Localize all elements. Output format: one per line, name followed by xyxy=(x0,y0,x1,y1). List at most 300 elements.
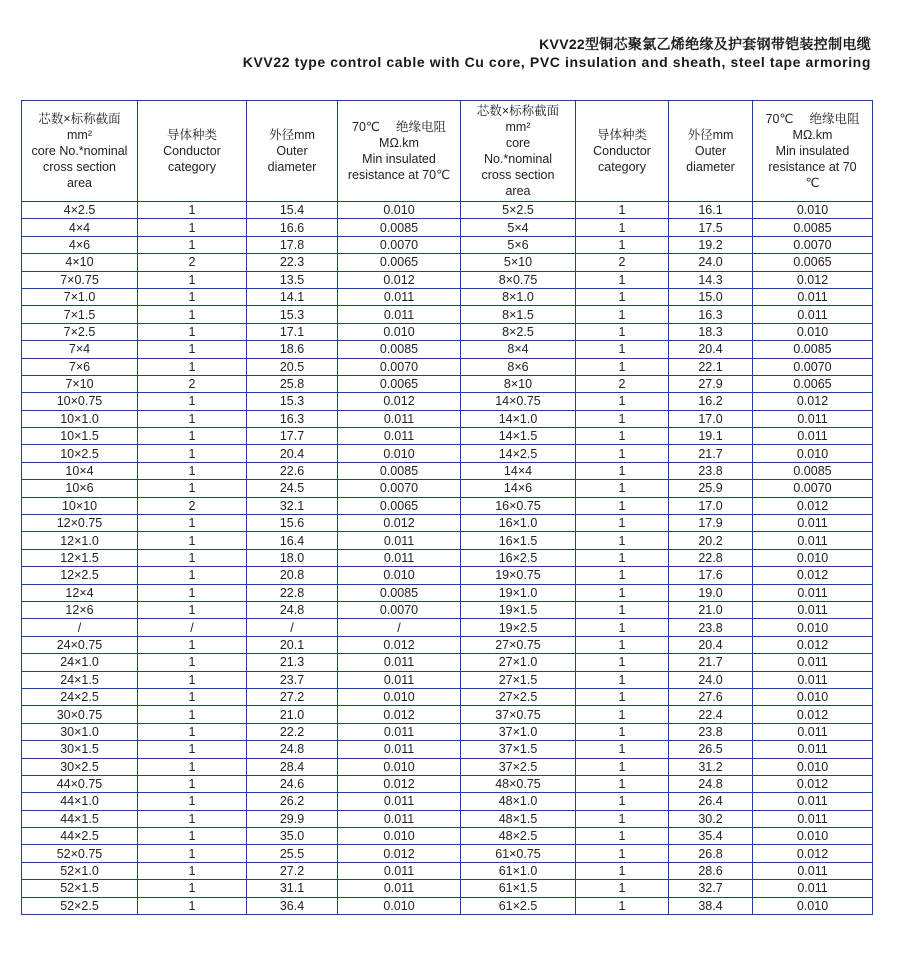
cell-conductor-category-2: 1 xyxy=(576,845,669,862)
cell-core-size: 44×0.75 xyxy=(22,775,138,792)
table-row xyxy=(22,358,873,375)
cell-conductor-category-2: 1 xyxy=(576,480,669,497)
cell-outer-diameter-2: 24.8 xyxy=(669,775,753,792)
cell-core-size: 7×1.5 xyxy=(22,306,138,323)
cell-core-size: 30×1.0 xyxy=(22,723,138,740)
cell-outer-diameter-2: 21.7 xyxy=(669,654,753,671)
cell-core-size-2: 14×1.5 xyxy=(461,428,576,445)
cell-core-size-2: 48×1.0 xyxy=(461,793,576,810)
cell-insulation-resistance: 0.0070 xyxy=(338,358,461,375)
cell-core-size: 7×0.75 xyxy=(22,271,138,288)
cell-outer-diameter: 21.3 xyxy=(247,654,338,671)
table-row xyxy=(22,619,873,636)
cell-outer-diameter-2: 22.8 xyxy=(669,549,753,566)
cell-conductor-category-2: 1 xyxy=(576,654,669,671)
cell-core-size-2: 8×1.5 xyxy=(461,306,576,323)
cell-insulation-resistance: 0.0070 xyxy=(338,236,461,253)
cell-conductor-category: 1 xyxy=(138,723,247,740)
cell-conductor-category-2: 1 xyxy=(576,828,669,845)
header-line: Outer xyxy=(694,144,727,158)
cell-core-size: 4×6 xyxy=(22,236,138,253)
cell-conductor-category: 1 xyxy=(138,567,247,584)
cell-outer-diameter-2: 17.9 xyxy=(669,515,753,532)
cell-insulation-resistance: 0.010 xyxy=(338,897,461,914)
cell-core-size: 12×0.75 xyxy=(22,515,138,532)
cell-conductor-category: 1 xyxy=(138,810,247,827)
cell-conductor-category: 1 xyxy=(138,323,247,340)
header-line: core No.*nominal xyxy=(31,144,128,158)
cell-insulation-resistance: 0.011 xyxy=(338,793,461,810)
cell-outer-diameter-2: 22.1 xyxy=(669,358,753,375)
table-body xyxy=(22,202,873,915)
header-conductor-category-2 xyxy=(576,101,669,202)
cell-core-size-2: 37×0.75 xyxy=(461,706,576,723)
cell-core-size-2: 19×2.5 xyxy=(461,619,576,636)
cell-insulation-resistance-2: 0.010 xyxy=(753,758,873,775)
table-row xyxy=(22,323,873,340)
cell-outer-diameter-2: 16.2 xyxy=(669,393,753,410)
cell-conductor-category: 1 xyxy=(138,358,247,375)
cell-conductor-category: 1 xyxy=(138,671,247,688)
cell-outer-diameter-2: 32.7 xyxy=(669,880,753,897)
header-line: core xyxy=(505,136,531,150)
header-line: cross section xyxy=(481,168,555,182)
cell-conductor-category-2: 1 xyxy=(576,601,669,618)
cell-conductor-category: 1 xyxy=(138,793,247,810)
header-line: resistance at 70 xyxy=(768,160,857,174)
cell-outer-diameter-2: 19.0 xyxy=(669,584,753,601)
cell-insulation-resistance-2: 0.010 xyxy=(753,323,873,340)
header-line: Conductor xyxy=(593,144,651,158)
cell-outer-diameter: 27.2 xyxy=(247,688,338,705)
cell-core-size-2: 8×10 xyxy=(461,375,576,392)
table-row xyxy=(22,341,873,358)
title-block xyxy=(243,36,871,71)
cell-core-size-2: 16×2.5 xyxy=(461,549,576,566)
cell-core-size: 4×2.5 xyxy=(22,202,138,219)
cell-insulation-resistance: 0.0065 xyxy=(338,254,461,271)
table-row xyxy=(22,202,873,219)
cell-insulation-resistance-2: 0.010 xyxy=(753,445,873,462)
cell-conductor-category: 1 xyxy=(138,445,247,462)
cell-outer-diameter-2: 17.0 xyxy=(669,410,753,427)
cell-outer-diameter: 25.5 xyxy=(247,845,338,862)
cell-core-size: 30×0.75 xyxy=(22,706,138,723)
table-row xyxy=(22,515,873,532)
cell-conductor-category: 1 xyxy=(138,775,247,792)
header-line: Min insulated xyxy=(775,144,850,158)
header-core-size-2 xyxy=(461,101,576,202)
cell-conductor-category: 1 xyxy=(138,480,247,497)
cell-insulation-resistance: 0.0085 xyxy=(338,584,461,601)
cell-insulation-resistance-2: 0.012 xyxy=(753,497,873,514)
cell-core-size-2: 5×10 xyxy=(461,254,576,271)
table-row xyxy=(22,862,873,879)
cell-outer-diameter: 20.4 xyxy=(247,445,338,462)
table-row xyxy=(22,219,873,236)
cell-outer-diameter-2: 14.3 xyxy=(669,271,753,288)
title-chinese: KVV22型铜芯聚氯乙烯绝缘及护套钢带铠装控制电缆 xyxy=(539,36,871,52)
cell-core-size-2: 8×1.0 xyxy=(461,288,576,305)
cell-core-size: 12×1.5 xyxy=(22,549,138,566)
cell-insulation-resistance: 0.010 xyxy=(338,445,461,462)
cell-insulation-resistance: 0.0085 xyxy=(338,462,461,479)
cell-outer-diameter-2: 17.5 xyxy=(669,219,753,236)
cell-insulation-resistance-2: 0.012 xyxy=(753,271,873,288)
table-row xyxy=(22,480,873,497)
cell-insulation-resistance: / xyxy=(338,619,461,636)
cell-core-size-2: 19×0.75 xyxy=(461,567,576,584)
cell-conductor-category: 1 xyxy=(138,462,247,479)
cell-insulation-resistance: 0.010 xyxy=(338,688,461,705)
table-header-row xyxy=(22,101,873,202)
header-line: mm² xyxy=(505,120,531,134)
cell-conductor-category: 1 xyxy=(138,897,247,914)
table-row xyxy=(22,549,873,566)
cell-core-size-2: 37×2.5 xyxy=(461,758,576,775)
cell-core-size-2: 14×4 xyxy=(461,462,576,479)
table-row xyxy=(22,428,873,445)
cell-outer-diameter: 23.7 xyxy=(247,671,338,688)
cell-conductor-category-2: 1 xyxy=(576,341,669,358)
cell-core-size: 30×1.5 xyxy=(22,741,138,758)
cell-core-size: / xyxy=(22,619,138,636)
cell-outer-diameter: 31.1 xyxy=(247,880,338,897)
header-insulation-resistance-2 xyxy=(753,101,873,202)
table-row xyxy=(22,793,873,810)
cell-insulation-resistance-2: 0.011 xyxy=(753,601,873,618)
cell-insulation-resistance-2: 0.010 xyxy=(753,549,873,566)
cell-outer-diameter: 28.4 xyxy=(247,758,338,775)
cell-conductor-category: 1 xyxy=(138,706,247,723)
table-row xyxy=(22,741,873,758)
cell-core-size-2: 8×6 xyxy=(461,358,576,375)
cell-insulation-resistance: 0.010 xyxy=(338,758,461,775)
cell-insulation-resistance: 0.010 xyxy=(338,828,461,845)
cell-core-size: 10×1.5 xyxy=(22,428,138,445)
cell-outer-diameter-2: 18.3 xyxy=(669,323,753,340)
cell-insulation-resistance: 0.011 xyxy=(338,723,461,740)
cell-insulation-resistance: 0.011 xyxy=(338,671,461,688)
cell-conductor-category-2: 1 xyxy=(576,497,669,514)
header-line: 导体种类 xyxy=(596,128,647,142)
cell-core-size: 52×2.5 xyxy=(22,897,138,914)
cell-core-size-2: 16×1.5 xyxy=(461,532,576,549)
table-row xyxy=(22,497,873,514)
cell-core-size-2: 14×0.75 xyxy=(461,393,576,410)
header-line: 外径mm xyxy=(687,128,734,142)
cell-conductor-category: 1 xyxy=(138,410,247,427)
table-row xyxy=(22,445,873,462)
cell-insulation-resistance: 0.011 xyxy=(338,532,461,549)
cell-conductor-category: 1 xyxy=(138,584,247,601)
cell-outer-diameter-2: 16.3 xyxy=(669,306,753,323)
cell-insulation-resistance-2: 0.0070 xyxy=(753,480,873,497)
cell-insulation-resistance: 0.012 xyxy=(338,515,461,532)
cell-conductor-category-2: 1 xyxy=(576,236,669,253)
header-core-size xyxy=(22,101,138,202)
cell-outer-diameter-2: 23.8 xyxy=(669,462,753,479)
cell-conductor-category-2: 1 xyxy=(576,410,669,427)
cell-conductor-category: 1 xyxy=(138,532,247,549)
header-line: Conductor xyxy=(163,144,221,158)
cell-core-size: 24×1.0 xyxy=(22,654,138,671)
header-line: diameter xyxy=(686,160,735,174)
title-english: KVV22 type control cable with Cu core, PVC insulation and sheath, steel tape armoring xyxy=(242,54,871,70)
header-line: MΩ.km xyxy=(792,128,833,142)
cell-outer-diameter: 22.2 xyxy=(247,723,338,740)
cell-insulation-resistance-2: 0.0085 xyxy=(753,341,873,358)
table-row xyxy=(22,880,873,897)
cell-insulation-resistance: 0.011 xyxy=(338,410,461,427)
cell-core-size-2: 48×1.5 xyxy=(461,810,576,827)
cell-insulation-resistance-2: 0.011 xyxy=(753,654,873,671)
cell-conductor-category-2: 1 xyxy=(576,288,669,305)
cell-outer-diameter-2: 15.0 xyxy=(669,288,753,305)
table-row xyxy=(22,671,873,688)
cell-core-size-2: 8×4 xyxy=(461,341,576,358)
cell-core-size: 12×4 xyxy=(22,584,138,601)
cell-insulation-resistance-2: 0.011 xyxy=(753,584,873,601)
cell-outer-diameter: 18.0 xyxy=(247,549,338,566)
cell-insulation-resistance: 0.011 xyxy=(338,549,461,566)
cell-insulation-resistance-2: 0.0070 xyxy=(753,358,873,375)
cell-insulation-resistance-2: 0.011 xyxy=(753,428,873,445)
cell-outer-diameter-2: 26.4 xyxy=(669,793,753,810)
table-row xyxy=(22,288,873,305)
cell-conductor-category-2: 1 xyxy=(576,810,669,827)
cell-conductor-category-2: 1 xyxy=(576,219,669,236)
cell-outer-diameter: 24.5 xyxy=(247,480,338,497)
cell-conductor-category-2: 1 xyxy=(576,619,669,636)
table-row xyxy=(22,410,873,427)
cell-conductor-category: 1 xyxy=(138,654,247,671)
cell-core-size-2: 5×6 xyxy=(461,236,576,253)
cell-conductor-category: 1 xyxy=(138,549,247,566)
cell-conductor-category-2: 1 xyxy=(576,775,669,792)
cell-core-size: 4×10 xyxy=(22,254,138,271)
cell-core-size-2: 27×1.0 xyxy=(461,654,576,671)
cell-outer-diameter: 36.4 xyxy=(247,897,338,914)
table-row xyxy=(22,532,873,549)
cell-core-size-2: 37×1.0 xyxy=(461,723,576,740)
cell-insulation-resistance: 0.011 xyxy=(338,880,461,897)
cell-conductor-category: 1 xyxy=(138,636,247,653)
cell-core-size: 7×6 xyxy=(22,358,138,375)
header-line: diameter xyxy=(267,160,317,174)
cell-insulation-resistance: 0.011 xyxy=(338,862,461,879)
cell-conductor-category: 1 xyxy=(138,758,247,775)
cell-conductor-category: 1 xyxy=(138,202,247,219)
cell-core-size: 30×2.5 xyxy=(22,758,138,775)
cell-core-size: 44×2.5 xyxy=(22,828,138,845)
table-row xyxy=(22,706,873,723)
cell-core-size: 52×0.75 xyxy=(22,845,138,862)
cell-insulation-resistance: 0.011 xyxy=(338,288,461,305)
cell-insulation-resistance-2: 0.010 xyxy=(753,202,873,219)
cell-conductor-category: 1 xyxy=(138,271,247,288)
cell-conductor-category-2: 1 xyxy=(576,358,669,375)
cell-outer-diameter-2: 22.4 xyxy=(669,706,753,723)
cell-conductor-category: 1 xyxy=(138,219,247,236)
table-row xyxy=(22,636,873,653)
cell-insulation-resistance: 0.012 xyxy=(338,706,461,723)
cell-insulation-resistance-2: 0.012 xyxy=(753,393,873,410)
table-row xyxy=(22,601,873,618)
cell-core-size: 12×1.0 xyxy=(22,532,138,549)
cell-core-size: 10×4 xyxy=(22,462,138,479)
cell-insulation-resistance: 0.012 xyxy=(338,845,461,862)
cell-core-size: 44×1.0 xyxy=(22,793,138,810)
cell-core-size-2: 61×1.0 xyxy=(461,862,576,879)
cell-insulation-resistance-2: 0.011 xyxy=(753,723,873,740)
cell-outer-diameter: 16.4 xyxy=(247,532,338,549)
cell-core-size: 24×0.75 xyxy=(22,636,138,653)
cell-core-size: 24×2.5 xyxy=(22,688,138,705)
cell-core-size: 52×1.0 xyxy=(22,862,138,879)
cell-outer-diameter: 15.6 xyxy=(247,515,338,532)
table-row xyxy=(22,584,873,601)
cell-insulation-resistance-2: 0.011 xyxy=(753,288,873,305)
cell-outer-diameter-2: 21.0 xyxy=(669,601,753,618)
cell-outer-diameter-2: 26.8 xyxy=(669,845,753,862)
header-line: 外径mm xyxy=(269,128,315,142)
cell-outer-diameter: 16.3 xyxy=(247,410,338,427)
cell-conductor-category-2: 1 xyxy=(576,202,669,219)
cell-core-size-2: 61×0.75 xyxy=(461,845,576,862)
cell-insulation-resistance-2: 0.011 xyxy=(753,880,873,897)
cell-conductor-category: 1 xyxy=(138,741,247,758)
header-line: area xyxy=(66,176,93,190)
table-row xyxy=(22,567,873,584)
table-row xyxy=(22,688,873,705)
cell-insulation-resistance: 0.011 xyxy=(338,810,461,827)
header-line: 导体种类 xyxy=(166,128,217,142)
table-row xyxy=(22,723,873,740)
cell-conductor-category: 1 xyxy=(138,341,247,358)
table-row xyxy=(22,845,873,862)
cell-conductor-category-2: 1 xyxy=(576,706,669,723)
cell-core-size-2: 8×2.5 xyxy=(461,323,576,340)
cell-insulation-resistance-2: 0.0085 xyxy=(753,219,873,236)
cell-outer-diameter: 17.1 xyxy=(247,323,338,340)
cell-core-size-2: 8×0.75 xyxy=(461,271,576,288)
table-row xyxy=(22,810,873,827)
cell-core-size: 24×1.5 xyxy=(22,671,138,688)
cell-outer-diameter: 15.4 xyxy=(247,202,338,219)
cell-outer-diameter-2: 24.0 xyxy=(669,671,753,688)
header-line: Min insulated xyxy=(362,152,436,166)
cell-conductor-category: 1 xyxy=(138,880,247,897)
cell-outer-diameter: 29.9 xyxy=(247,810,338,827)
cell-conductor-category: 1 xyxy=(138,393,247,410)
cell-core-size: 52×1.5 xyxy=(22,880,138,897)
cell-outer-diameter: 20.5 xyxy=(247,358,338,375)
header-outer-diameter xyxy=(247,101,338,202)
cell-outer-diameter-2: 23.8 xyxy=(669,723,753,740)
header-outer-diameter-2 xyxy=(669,101,753,202)
cell-outer-diameter: 15.3 xyxy=(247,306,338,323)
cell-conductor-category-2: 1 xyxy=(576,584,669,601)
cell-core-size-2: 5×2.5 xyxy=(461,202,576,219)
cell-insulation-resistance: 0.011 xyxy=(338,654,461,671)
cell-insulation-resistance-2: 0.011 xyxy=(753,671,873,688)
cell-insulation-resistance: 0.012 xyxy=(338,271,461,288)
cell-outer-diameter-2: 31.2 xyxy=(669,758,753,775)
cell-insulation-resistance-2: 0.012 xyxy=(753,636,873,653)
cell-insulation-resistance: 0.0085 xyxy=(338,341,461,358)
cell-conductor-category: 1 xyxy=(138,236,247,253)
cell-insulation-resistance: 0.012 xyxy=(338,775,461,792)
cell-core-size-2: 5×4 xyxy=(461,219,576,236)
cell-outer-diameter: 35.0 xyxy=(247,828,338,845)
table-row xyxy=(22,271,873,288)
cell-insulation-resistance-2: 0.012 xyxy=(753,775,873,792)
cell-insulation-resistance-2: 0.012 xyxy=(753,567,873,584)
header-line: cross section xyxy=(43,160,116,174)
cell-core-size-2: 14×1.0 xyxy=(461,410,576,427)
cell-insulation-resistance: 0.0065 xyxy=(338,375,461,392)
cell-conductor-category: 1 xyxy=(138,688,247,705)
cell-core-size-2: 27×2.5 xyxy=(461,688,576,705)
cell-core-size: 44×1.5 xyxy=(22,810,138,827)
cell-outer-diameter: 32.1 xyxy=(247,497,338,514)
cell-core-size-2: 48×2.5 xyxy=(461,828,576,845)
cell-outer-diameter-2: 30.2 xyxy=(669,810,753,827)
cell-outer-diameter: 20.8 xyxy=(247,567,338,584)
cell-conductor-category-2: 1 xyxy=(576,671,669,688)
cell-outer-diameter: 16.6 xyxy=(247,219,338,236)
table-row xyxy=(22,758,873,775)
cell-outer-diameter: 25.8 xyxy=(247,375,338,392)
cell-core-size: 7×1.0 xyxy=(22,288,138,305)
cell-insulation-resistance-2: 0.011 xyxy=(753,410,873,427)
cell-outer-diameter-2: 27.6 xyxy=(669,688,753,705)
cell-conductor-category: 1 xyxy=(138,288,247,305)
cell-core-size: 10×6 xyxy=(22,480,138,497)
cell-conductor-category-2: 1 xyxy=(576,688,669,705)
cell-conductor-category-2: 1 xyxy=(576,567,669,584)
cell-conductor-category: 1 xyxy=(138,862,247,879)
header-line: Outer xyxy=(276,144,308,158)
cell-insulation-resistance: 0.0085 xyxy=(338,219,461,236)
table-row xyxy=(22,462,873,479)
cell-core-size: 10×2.5 xyxy=(22,445,138,462)
cell-insulation-resistance-2: 0.012 xyxy=(753,706,873,723)
cell-conductor-category: 1 xyxy=(138,515,247,532)
cell-insulation-resistance: 0.011 xyxy=(338,306,461,323)
cell-outer-diameter-2: 20.4 xyxy=(669,341,753,358)
cell-insulation-resistance-2: 0.011 xyxy=(753,810,873,827)
cell-insulation-resistance-2: 0.010 xyxy=(753,619,873,636)
table-row xyxy=(22,254,873,271)
cell-conductor-category-2: 1 xyxy=(576,758,669,775)
header-line: 70℃ 绝缘电阻 xyxy=(352,120,446,134)
header-line: MΩ.km xyxy=(379,136,419,150)
cell-outer-diameter-2: 24.0 xyxy=(669,254,753,271)
cell-conductor-category: / xyxy=(138,619,247,636)
table-row xyxy=(22,654,873,671)
cell-insulation-resistance: 0.010 xyxy=(338,323,461,340)
header-conductor-category xyxy=(138,101,247,202)
cell-conductor-category-2: 1 xyxy=(576,862,669,879)
cell-core-size-2: 27×1.5 xyxy=(461,671,576,688)
cell-outer-diameter-2: 27.9 xyxy=(669,375,753,392)
cell-insulation-resistance: 0.0065 xyxy=(338,497,461,514)
table-row xyxy=(22,828,873,845)
cell-core-size: 10×1.0 xyxy=(22,410,138,427)
cell-core-size-2: 19×1.5 xyxy=(461,601,576,618)
